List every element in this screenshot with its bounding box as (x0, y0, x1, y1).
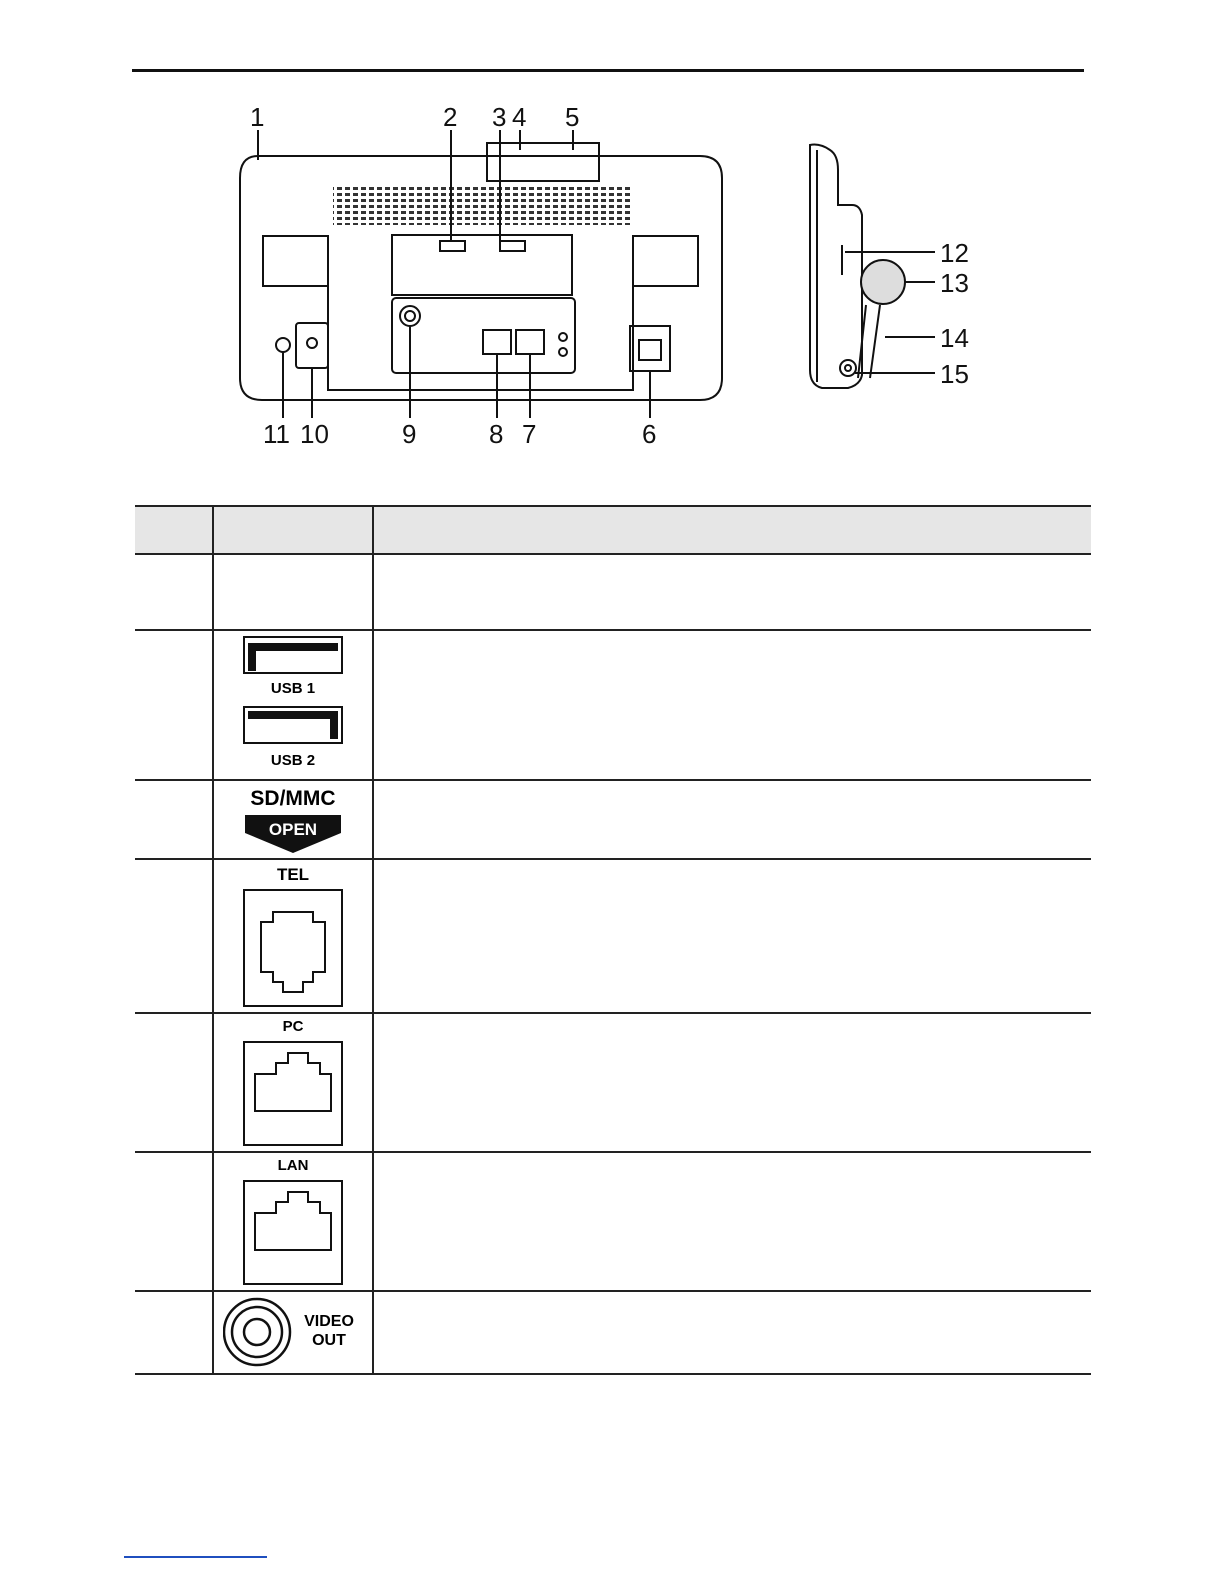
table-row (135, 1013, 1091, 1152)
device-figure (0, 90, 1224, 480)
callout-5: 5 (565, 102, 580, 132)
table-header-row (135, 506, 1091, 554)
tel-jack-icon (238, 860, 348, 1010)
lan-label: LAN (277, 1157, 309, 1174)
usb-ports-icon (238, 631, 348, 777)
header-icon (213, 506, 373, 554)
open-label: OPEN (268, 820, 318, 839)
top-rule (132, 69, 1084, 72)
callout-10: 10 (300, 419, 329, 449)
pc-label: PC (282, 1018, 304, 1035)
table-row (135, 859, 1091, 1013)
callout-1: 1 (250, 102, 265, 132)
out-label: OUT (312, 1332, 346, 1349)
table-row (135, 554, 1091, 630)
callout-2: 2 (443, 102, 458, 132)
table-row (135, 630, 1091, 780)
callout-4: 4 (512, 102, 527, 132)
video-out-icon (223, 1292, 363, 1370)
callout-9: 9 (402, 419, 417, 449)
footer-link-underline[interactable] (124, 1556, 267, 1558)
usb2-label: USB 2 (270, 752, 316, 769)
callout-6: 6 (642, 419, 657, 449)
lan-port-icon (238, 1153, 348, 1288)
pc-port-icon (238, 1014, 348, 1149)
table-row (135, 780, 1091, 859)
callout-3: 3 (492, 102, 507, 132)
callout-15: 15 (940, 359, 969, 389)
tel-label: TEL (276, 865, 310, 884)
callout-11: 11 (263, 419, 290, 449)
callout-14: 14 (940, 323, 969, 353)
callout-13: 13 (940, 268, 969, 298)
sd-mmc-label: SD/MMC (250, 787, 336, 810)
video-label: VIDEO (304, 1313, 354, 1330)
header-description (373, 506, 1091, 554)
table-row (135, 1152, 1091, 1291)
sd-mmc-slot-icon (233, 781, 353, 857)
port-table (135, 505, 1091, 1375)
device-diagram (0, 90, 1224, 480)
usb1-label: USB 1 (270, 680, 316, 697)
table-row (135, 1291, 1091, 1374)
header-no (135, 506, 213, 554)
callout-8: 8 (489, 419, 504, 449)
callout-12: 12 (940, 238, 969, 268)
callout-7: 7 (522, 419, 537, 449)
